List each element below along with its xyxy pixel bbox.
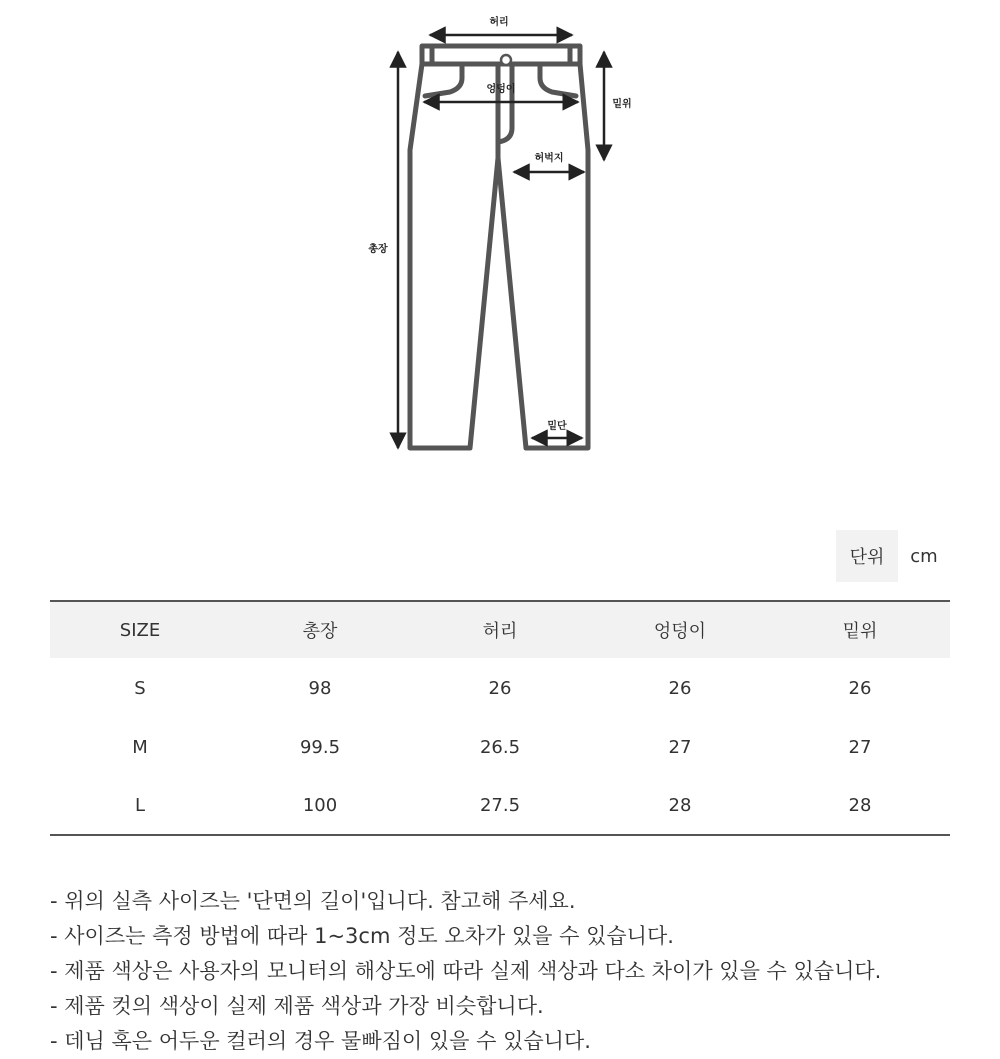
table-cell: 26.5: [479, 736, 521, 758]
table-cell: 99.5: [299, 736, 341, 758]
table-cell: 27: [668, 736, 692, 758]
table-cell: 26: [848, 677, 872, 699]
header-size: SIZE: [50, 601, 230, 658]
unit-label: 단위: [836, 530, 898, 582]
note-item: - 사이즈는 측정 방법에 따라 1~3cm 정도 오차가 있을 수 있습니다.: [50, 924, 674, 948]
note-item: - 제품 컷의 색상이 실제 제품 색상과 가장 비슷합니다.: [50, 994, 544, 1018]
table-cell: M: [132, 736, 148, 758]
thigh-label: 허벅지: [534, 153, 564, 164]
table-cell: 98: [308, 677, 332, 699]
unit-value: cm: [910, 545, 938, 567]
header-waist: 허리: [410, 601, 590, 658]
table-row: [50, 776, 950, 835]
table-cell: 26: [488, 677, 512, 699]
note-item: - 위의 실측 사이즈는 '단면의 길이'입니다. 참고해 주세요.: [50, 889, 576, 913]
unit-indicator: [836, 530, 950, 582]
table-cell: 27: [848, 736, 872, 758]
header-hip: 엉덩이: [590, 601, 770, 658]
pants-illustration: [0, 0, 1000, 480]
size-diagram: [0, 0, 1000, 480]
header-rise: 밑위: [770, 601, 950, 658]
note-item: - 데님 혹은 어두운 컬러의 경우 물빠짐이 있을 수 있습니다.: [50, 1029, 591, 1053]
note-item: - 제품 색상은 사용자의 모니터의 해상도에 따라 실제 색상과 다소 차이가 있을 수 있습니다.: [50, 959, 882, 983]
table-cell: L: [134, 794, 146, 816]
table-cell: 28: [668, 794, 692, 816]
hip-label: 엉덩이: [486, 84, 516, 95]
table-cell: S: [134, 677, 146, 699]
table-cell: 26: [668, 677, 692, 699]
size-table: [50, 600, 950, 836]
hem-label: 밑단: [547, 421, 567, 432]
waist-label: 허리: [489, 17, 509, 28]
header-total-length: 총장: [230, 601, 410, 658]
button-icon: [501, 55, 511, 65]
notes-list: [50, 884, 970, 1059]
rise-label: 밑위: [612, 99, 632, 110]
table-cell: 27.5: [479, 794, 521, 816]
table-row: [50, 658, 950, 718]
total-length-label: 총장: [368, 244, 388, 255]
table-header-row: [50, 601, 950, 658]
table-cell: 100: [302, 794, 338, 816]
table-row: [50, 718, 950, 776]
table-cell: 28: [848, 794, 872, 816]
